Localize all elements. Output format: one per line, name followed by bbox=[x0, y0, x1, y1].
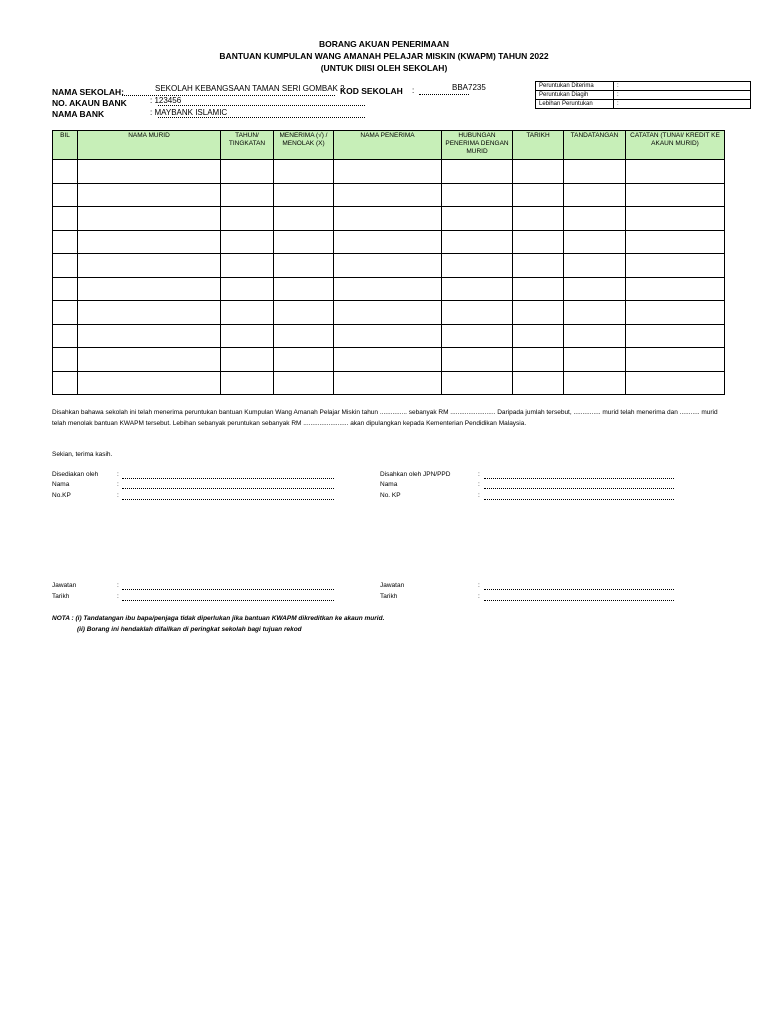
table-cell[interactable] bbox=[513, 230, 564, 254]
allocation-surplus-value[interactable]: : bbox=[614, 100, 751, 109]
bank-name-value: : MAYBANK ISLAMIC bbox=[150, 108, 228, 117]
approved-by-label: Disahkan oleh JPN/PPD bbox=[380, 471, 451, 478]
table-cell[interactable] bbox=[78, 301, 221, 325]
right-colon-3: : bbox=[478, 492, 480, 499]
school-code-colon: : bbox=[412, 86, 415, 95]
left-position-label: Jawatan bbox=[52, 582, 77, 589]
approved-by-field[interactable] bbox=[484, 478, 674, 479]
table-cell[interactable] bbox=[626, 348, 725, 372]
prepared-by-label: Disediakan oleh bbox=[52, 471, 99, 478]
school-code-value: BBA7235 bbox=[452, 83, 486, 92]
table-cell[interactable] bbox=[513, 324, 564, 348]
table-row bbox=[53, 301, 725, 325]
school-code-dots bbox=[419, 94, 469, 95]
table-cell[interactable] bbox=[564, 277, 626, 301]
table-row bbox=[53, 254, 725, 278]
table-cell[interactable] bbox=[53, 160, 78, 184]
allocation-summary-box bbox=[535, 81, 751, 109]
left-position-field[interactable] bbox=[122, 589, 334, 590]
left-colon-3: : bbox=[117, 492, 119, 499]
table-cell[interactable] bbox=[626, 230, 725, 254]
table-cell[interactable] bbox=[513, 207, 564, 231]
table-cell[interactable] bbox=[564, 230, 626, 254]
table-cell[interactable] bbox=[78, 371, 221, 395]
allocation-received-value[interactable]: : bbox=[614, 82, 751, 91]
declaration-text: Disahkan bahawa sekolah ini telah menerima peruntukan bantuan Kumpulan Wang Amanah Pelajar Miskin tahun ............... sebanyak RM ......................... Daripada jumlah tersebut, ............... murid telah menerima dan ........... murid telah menolak bantuan KWAPM tersebut. Lebihan sebanyak peruntukan sebanyak RM ......................... akan dipulangkan kepada Kementerian Pendidikan Malaysia. bbox=[52, 409, 718, 427]
table-cell[interactable] bbox=[274, 277, 334, 301]
table-cell[interactable] bbox=[274, 207, 334, 231]
table-row bbox=[53, 324, 725, 348]
right-colon-2: : bbox=[478, 481, 480, 488]
table-cell[interactable] bbox=[221, 183, 274, 207]
left-colon-1: : bbox=[117, 471, 119, 478]
table-cell[interactable] bbox=[78, 183, 221, 207]
table-cell[interactable] bbox=[53, 207, 78, 231]
table-header-row bbox=[53, 131, 725, 160]
table-cell[interactable] bbox=[78, 207, 221, 231]
table-cell[interactable] bbox=[334, 254, 442, 278]
recipient-table bbox=[52, 130, 725, 395]
left-ic-label: No.KP bbox=[52, 492, 71, 499]
table-row bbox=[53, 160, 725, 184]
form-subtitle: BANTUAN KUMPULAN WANG AMANAH PELAJAR MISKIN (KWAPM) TAHUN 2022 bbox=[219, 51, 549, 61]
table-row bbox=[53, 183, 725, 207]
table-cell[interactable] bbox=[626, 277, 725, 301]
table-cell[interactable] bbox=[626, 160, 725, 184]
table-cell[interactable] bbox=[274, 160, 334, 184]
table-row bbox=[53, 230, 725, 254]
allocation-distributed-row bbox=[536, 91, 751, 100]
table-cell[interactable] bbox=[442, 371, 513, 395]
table-cell[interactable] bbox=[221, 254, 274, 278]
table-cell[interactable] bbox=[274, 254, 334, 278]
right-date-field[interactable] bbox=[484, 600, 674, 601]
table-cell[interactable] bbox=[513, 301, 564, 325]
table-cell[interactable] bbox=[442, 160, 513, 184]
left-date-label: Tarikh bbox=[52, 593, 70, 600]
table-cell[interactable] bbox=[626, 254, 725, 278]
col-header-signature: TANDATANGAN bbox=[564, 131, 626, 160]
col-header-bil: BIL bbox=[53, 131, 78, 160]
table-cell[interactable] bbox=[626, 324, 725, 348]
table-cell[interactable] bbox=[334, 371, 442, 395]
table-cell[interactable] bbox=[274, 371, 334, 395]
table-cell[interactable] bbox=[221, 371, 274, 395]
table-cell[interactable] bbox=[442, 324, 513, 348]
table-cell[interactable] bbox=[78, 348, 221, 372]
table-cell[interactable] bbox=[564, 348, 626, 372]
bank-account-value: : 123456 bbox=[150, 96, 182, 105]
table-cell[interactable] bbox=[334, 183, 442, 207]
table-cell[interactable] bbox=[53, 301, 78, 325]
left-date-field[interactable] bbox=[122, 600, 334, 601]
right-name-label: Nama bbox=[380, 481, 398, 488]
table-cell[interactable] bbox=[626, 301, 725, 325]
col-header-year: TAHUN/ TINGKATAN bbox=[221, 131, 274, 160]
table-cell[interactable] bbox=[221, 348, 274, 372]
table-row bbox=[53, 371, 725, 395]
table-cell[interactable] bbox=[334, 160, 442, 184]
col-header-date: TARIKH bbox=[513, 131, 564, 160]
col-header-remarks: CATATAN (TUNAI/ KREDIT KE AKAUN MURID) bbox=[626, 131, 725, 160]
table-cell[interactable] bbox=[53, 348, 78, 372]
table-cell[interactable] bbox=[274, 230, 334, 254]
table-cell[interactable] bbox=[564, 371, 626, 395]
bank-account-dots bbox=[158, 105, 365, 106]
school-name-value: SEKOLAH KEBANGSAAN TAMAN SERI GOMBAK 2 bbox=[155, 84, 345, 93]
table-cell[interactable] bbox=[564, 160, 626, 184]
left-ic-field[interactable] bbox=[122, 499, 334, 500]
allocation-distributed-label: Peruntukan Diagih bbox=[536, 91, 614, 100]
table-cell[interactable] bbox=[626, 183, 725, 207]
table-row bbox=[53, 277, 725, 301]
bank-name-label: NAMA BANK bbox=[52, 109, 105, 119]
table-cell[interactable] bbox=[513, 160, 564, 184]
table-cell[interactable] bbox=[53, 230, 78, 254]
table-cell[interactable] bbox=[564, 183, 626, 207]
right-ic-field[interactable] bbox=[484, 499, 674, 500]
col-header-recipient-name: NAMA PENERIMA bbox=[334, 131, 442, 160]
table-cell[interactable] bbox=[274, 301, 334, 325]
table-cell[interactable] bbox=[221, 160, 274, 184]
table-cell[interactable] bbox=[564, 301, 626, 325]
table-row bbox=[53, 348, 725, 372]
table-cell[interactable] bbox=[513, 348, 564, 372]
table-cell[interactable] bbox=[334, 301, 442, 325]
form-title: BORANG AKUAN PENERIMAAN bbox=[318, 39, 450, 49]
table-body bbox=[53, 160, 725, 395]
table-cell[interactable] bbox=[442, 348, 513, 372]
allocation-distributed-value[interactable]: : bbox=[614, 91, 751, 100]
table-cell[interactable] bbox=[221, 301, 274, 325]
table-cell[interactable] bbox=[53, 277, 78, 301]
table-cell[interactable] bbox=[513, 277, 564, 301]
table-cell[interactable] bbox=[78, 324, 221, 348]
right-date-label: Tarikh bbox=[380, 593, 398, 600]
table-cell[interactable] bbox=[513, 254, 564, 278]
table-cell[interactable] bbox=[564, 254, 626, 278]
table-cell[interactable] bbox=[564, 207, 626, 231]
table-cell[interactable] bbox=[334, 277, 442, 301]
table-cell[interactable] bbox=[274, 348, 334, 372]
school-code-label: KOD SEKOLAH bbox=[340, 86, 403, 96]
allocation-surplus-label: Lebihan Peruntukan bbox=[536, 100, 614, 109]
table-cell[interactable] bbox=[442, 301, 513, 325]
school-name-label: NAMA SEKOLAH: bbox=[52, 87, 124, 97]
table-cell[interactable] bbox=[78, 160, 221, 184]
table-cell[interactable] bbox=[513, 371, 564, 395]
table-cell[interactable] bbox=[564, 324, 626, 348]
table-cell[interactable] bbox=[78, 230, 221, 254]
allocation-received-label: Peruntukan Diterima bbox=[536, 82, 614, 91]
table-cell[interactable] bbox=[53, 324, 78, 348]
table-cell[interactable] bbox=[442, 254, 513, 278]
right-colon-1: : bbox=[478, 471, 480, 478]
allocation-surplus-row bbox=[536, 100, 751, 109]
table-cell[interactable] bbox=[442, 230, 513, 254]
bank-account-label: NO. AKAUN BANK bbox=[52, 98, 127, 108]
prepared-by-field[interactable] bbox=[122, 478, 334, 479]
table-cell[interactable] bbox=[626, 371, 725, 395]
table-cell[interactable] bbox=[513, 183, 564, 207]
col-header-accept-reject: MENERIMA (√) / MENOLAK (X) bbox=[274, 131, 334, 160]
right-position-label: Jawatan bbox=[380, 582, 405, 589]
left-name-label: Nama bbox=[52, 481, 70, 488]
table-cell[interactable] bbox=[334, 207, 442, 231]
note-line-1: NOTA : (i) Tandatangan ibu bapa/penjaga tidak diperlukan jika bantuan KWAPM dikreditkan ke akaun murid. bbox=[52, 615, 385, 622]
table-cell[interactable] bbox=[53, 254, 78, 278]
table-cell[interactable] bbox=[221, 324, 274, 348]
form-instruction: (UNTUK DIISI OLEH SEKOLAH) bbox=[320, 63, 448, 73]
left-colon-5: : bbox=[117, 593, 119, 600]
table-cell[interactable] bbox=[274, 324, 334, 348]
table-cell[interactable] bbox=[442, 207, 513, 231]
right-colon-4: : bbox=[478, 582, 480, 589]
col-header-student-name: NAMA MURID bbox=[78, 131, 221, 160]
note-line-2: (ii) Borang ini hendaklah difailkan di peringkat sekolah bagi tujuan rekod bbox=[77, 626, 302, 633]
table-cell[interactable] bbox=[274, 183, 334, 207]
allocation-received-row bbox=[536, 82, 751, 91]
table-cell[interactable] bbox=[221, 277, 274, 301]
left-name-field[interactable] bbox=[122, 488, 334, 489]
table-row bbox=[53, 207, 725, 231]
bank-name-dots bbox=[158, 117, 365, 118]
table-cell[interactable] bbox=[442, 277, 513, 301]
table-cell[interactable] bbox=[78, 254, 221, 278]
left-colon-2: : bbox=[117, 481, 119, 488]
table-cell[interactable] bbox=[442, 183, 513, 207]
table-cell[interactable] bbox=[53, 371, 78, 395]
right-ic-label: No. KP bbox=[380, 492, 401, 499]
table-cell[interactable] bbox=[78, 277, 221, 301]
right-name-field[interactable] bbox=[484, 488, 674, 489]
table-cell[interactable] bbox=[334, 230, 442, 254]
table-cell[interactable] bbox=[221, 230, 274, 254]
col-header-relationship: HUBUNGAN PENERIMA DENGAN MURID bbox=[442, 131, 513, 160]
right-position-field[interactable] bbox=[484, 589, 674, 590]
closing-text: Sekian, terima kasih. bbox=[52, 451, 113, 458]
right-colon-5: : bbox=[478, 593, 480, 600]
table-cell[interactable] bbox=[221, 207, 274, 231]
table-cell[interactable] bbox=[53, 183, 78, 207]
table-cell[interactable] bbox=[334, 324, 442, 348]
table-cell[interactable] bbox=[334, 348, 442, 372]
table-cell[interactable] bbox=[626, 207, 725, 231]
left-colon-4: : bbox=[117, 582, 119, 589]
